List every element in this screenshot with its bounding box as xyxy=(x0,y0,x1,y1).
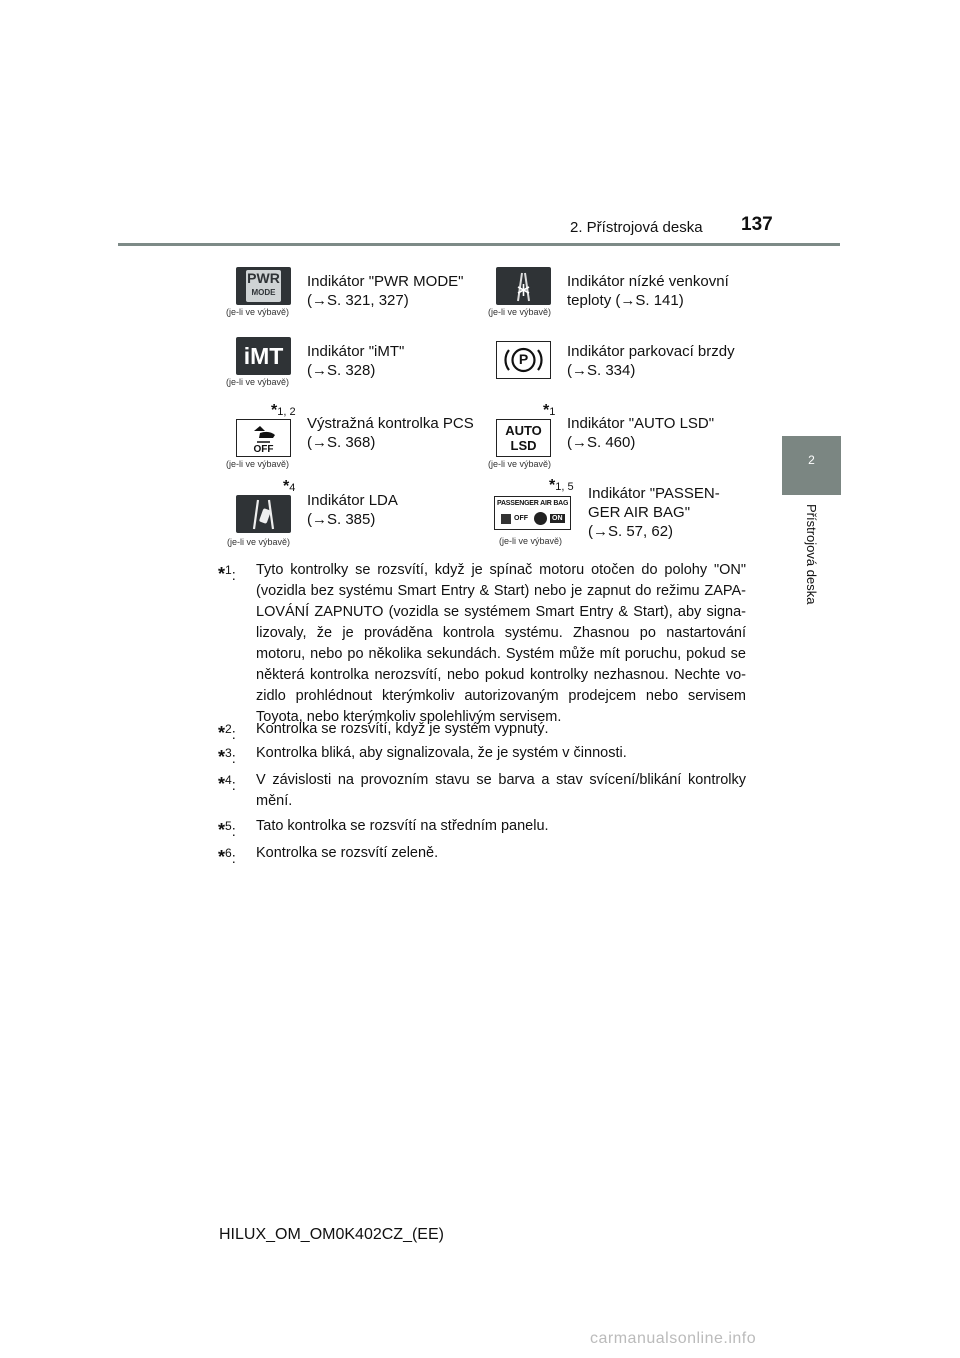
footnote: *$^1$: Tyto kontrolky se rozsvítí, když je spínač motoru otočen do polohy "ON" (vozidla bez systému Smart Entry & Start) nebo je zapnut do režimu ZAPALOVÁNÍ ZAPNUTO (vozidla se systémem Smart Entry & Start), aby signalizovaly, že je prováděna kontrola systému. Zhasnou po nastartování motoru, nebo po několika sekundách. Systém může mít poruchu, pokud se některá kontrolka nerozsvítí, nebo pokud kontrolky nezhasnou. Nechte vozidlo prohlédnout kterýmkoliv autorizovaným prodejcem nebo servisem Toyota, nebo kterýmkoliv spolehlivým servisem. xyxy=(218,562,746,725)
low-outside-temp-icon xyxy=(496,267,551,305)
caption: (je-li ve výbavě) xyxy=(499,536,563,546)
footnote: *$^5$: Tato kontrolka se rozsvítí na středním panelu. xyxy=(218,818,549,840)
footnote: *$^2$: Kontrolka se rozsvítí, když je systém vypnutý. xyxy=(218,721,549,743)
chapter-tab-label: Přístrojová deska xyxy=(804,504,819,605)
footnote-mark: *4 xyxy=(283,478,296,495)
footnote-mark: *1, 2 xyxy=(271,402,296,419)
caption: (je-li ve výbavě) xyxy=(226,459,290,469)
caption: (je-li ve výbavě) xyxy=(488,459,552,469)
document-code: HILUX_OM_OM0K402CZ_(EE) xyxy=(219,1226,444,1243)
page-number: 137 xyxy=(741,214,773,235)
indicator-label: Indikátor "PASSEN- GER AIR BAG" (→S. 57, 62) xyxy=(588,485,720,540)
caption: (je-li ve výbavě) xyxy=(227,537,291,547)
caption: (je-li ve výbavě) xyxy=(488,307,552,317)
footnote: *$^4$: V závislosti na provozním stavu se barva a stav svícení/blikání kontrolky mění. xyxy=(218,772,746,809)
footnote: *$^6$: Kontrolka se rozsvítí zeleně. xyxy=(218,845,439,867)
header-rule xyxy=(118,243,840,246)
chapter-tab-number: 2 xyxy=(782,436,841,495)
indicator-label: Indikátor parkovací brzdy (→S. 334) xyxy=(567,343,735,379)
section-title: 2. Přístrojová deska xyxy=(570,219,703,236)
indicator-label: Indikátor "PWR MODE" (→S. 321, 327) xyxy=(307,273,464,309)
pcs-off-icon: OFF xyxy=(236,419,291,457)
seat-icon xyxy=(534,512,547,525)
indicator-label: Indikátor nízké venkovní teploty (→S. 141) xyxy=(567,273,729,309)
parking-brake-icon: P xyxy=(496,341,551,379)
footnote: *$^3$: Kontrolka bliká, aby signalizovala, že je systém v činnosti. xyxy=(218,745,627,767)
indicator-label: Indikátor LDA (→S. 385) xyxy=(307,492,398,528)
pwr-mode-icon: PWR MODE xyxy=(236,267,291,305)
imt-icon: iMT xyxy=(236,337,291,375)
auto-lsd-icon: AUTO LSD xyxy=(496,419,551,457)
seat-icon xyxy=(501,514,511,524)
footnote-mark: *1 xyxy=(543,402,556,419)
caption: (je-li ve výbavě) xyxy=(226,307,290,317)
caption: (je-li ve výbavě) xyxy=(226,377,290,387)
indicator-label: Výstražná kontrolka PCS (→S. 368) xyxy=(307,415,474,451)
watermark: carmanualsonline.info xyxy=(590,1330,757,1347)
indicator-label: Indikátor "AUTO LSD" (→S. 460) xyxy=(567,415,715,451)
indicator-label: Indikátor "iMT" (→S. 328) xyxy=(307,343,405,379)
footnote-mark: *1, 5 xyxy=(549,477,574,494)
lda-icon xyxy=(236,495,291,533)
passenger-airbag-icon: PASSENGER AIR BAG OFF ON xyxy=(494,496,571,530)
